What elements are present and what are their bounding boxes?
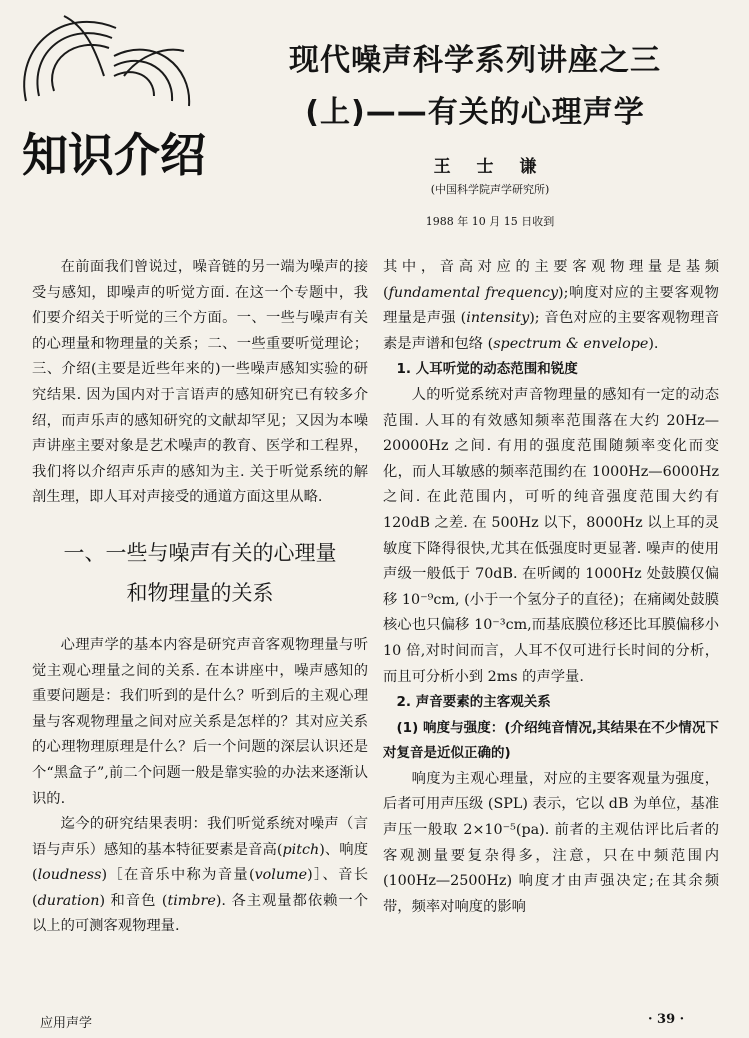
section-1-heading-line-2: 和物理量的关系 bbox=[126, 580, 274, 605]
article-title bbox=[240, 38, 710, 136]
paragraph-continuation: 其中，音高对应的主要客观物理量是基频 (fundamental frequency);响度对应的主要客观物理量是声强 (intensity); 音色对应的主要客观物理音素是声谱和包络 (spectrum & envelope). bbox=[383, 259, 719, 352]
paragraph-psychoacoustics: 心理声学的基本内容是研究声音客观物理量与听觉主观心理量之间的关系. 在本讲座中，噪声感知的重要问题是：我们听到的是什么？听到后的主观心理量与客观物理量之间对应关系是怎样的？其对应关系的心理物理原理是什么？后一个问题的深层认识还是个“黑盒子”,前二个问题一般是靠实验的办法来逐渐认识的. bbox=[32, 636, 368, 807]
left-column bbox=[32, 255, 368, 940]
subsection-2-1-heading: (1) 响度与强度：(介绍纯音情况,其结果在不少情况下对复音是近似正确的) bbox=[383, 719, 719, 762]
paragraph-loudness: 响度为主观心理量，对应的主要客观量为强度，后者可用声压级 (SPL) 表示，它以 dB 为单位，基准声压一般取 2×10⁻⁵(pa). 前者的主观估评比后者的客观测量要复杂得多，注意，只在中频范围内 (100Hz—2500Hz) 响度才由声强决定;在其余频带，频率对响度的影响 bbox=[383, 770, 719, 915]
journal-name: 应用声学 bbox=[40, 1016, 93, 1031]
subsection-2-heading: 2. 声音要素的主客观关系 bbox=[396, 694, 551, 711]
paragraph-dynamic-range: 人的听觉系统对声音物理量的感知有一定的动态范围. 人耳的有效感知频率范围落在大约 20Hz—20000Hz 之间. 有用的强度范围随频率变化而变化，而人耳敏感的频率范围约在 1000Hz—6000Hz 之间. 在此范围内，可听的纯音强度范围大约有 120dB 之差. 在 500Hz 以下，8000Hz 以上耳的灵敏度下降得很快,尤其在低强度时更显著. 噪声的使用声级一般低于 70dB. 在听阈的 1000Hz 处鼓膜仅偏移 10⁻⁹cm, (小于一个氢分子的直径)；在痛阈处鼓膜核心也只偏移 10⁻³cm,而基底膜位移还比耳膜偏移小 10 倍,对时间而言，人耳不仅可进行长时间的分析，而且可分析小到 2ms 的声学量. bbox=[383, 386, 719, 685]
section-1-heading-line-1: 一、一些与噪声有关的心理量 bbox=[63, 540, 337, 565]
author: 王 士 谦 bbox=[433, 157, 547, 177]
subsection-1-heading: 1. 人耳听觉的动态范围和锐度 bbox=[396, 361, 578, 378]
title-line-2: (上)——有关的心理声学 bbox=[305, 95, 645, 130]
right-column bbox=[383, 255, 719, 920]
column-logo bbox=[14, 6, 214, 206]
title-line-1: 现代噪声科学系列讲座之三 bbox=[289, 43, 661, 78]
page-number: · 39 · bbox=[648, 1012, 685, 1027]
affiliation: (中国科学院声学研究所) bbox=[430, 183, 550, 196]
column-logo-text: 知识介绍 bbox=[22, 128, 206, 182]
paragraph-elements: 迄今的研究结果表明：我们听觉系统对噪声（言语与声乐）感知的基本特征要素是音高(pitch)、响度(loudness)［在音乐中称为音量(volume)］、音长(duration) 和音色 (timbre). 各主观量都依赖一个以上的可测客观物理量. bbox=[32, 816, 369, 935]
received-date: 1988 年 10 月 15 日收到 bbox=[425, 215, 555, 228]
intro-paragraph: 在前面我们曾说过，噪音链的另一端为噪声的接受与感知，即噪声的听觉方面. 在这一个专题中，我们要介绍关于听觉的三个方面。一、一些与噪声有关的心理量和物理量的关系；二、一些重要听觉理论；三、介绍(主要是近些年来的)一些噪声感知实验的研究结果. 因为国内对于言语声的感知研究已有较多介绍，而声乐声的感知研究的文献却罕见；又因为本噪声讲座主要对象是艺术噪声的教育、医学和工程界，我们将以介绍声乐声的感知为主. 关于听觉系统的解剖生理，即人耳对声接受的通道方面这里从略. bbox=[32, 259, 368, 506]
